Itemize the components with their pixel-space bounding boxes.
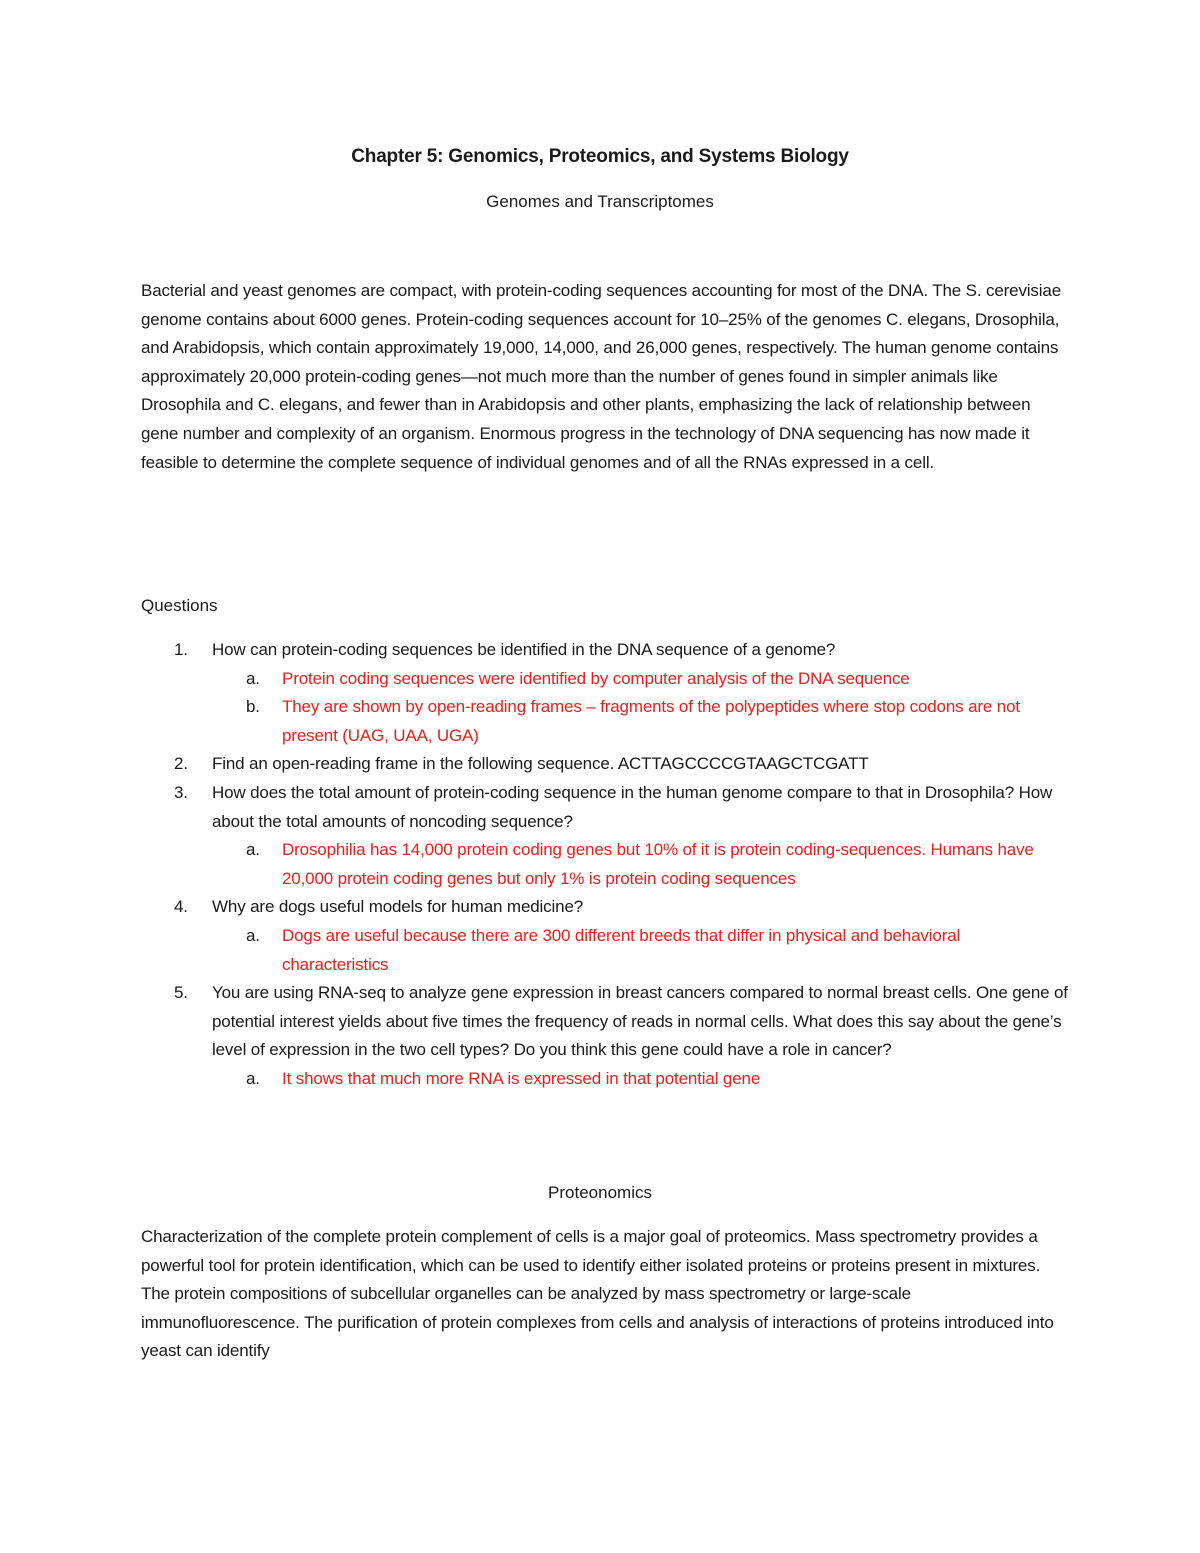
answer-letter: a. <box>246 925 260 945</box>
answer-text: Dogs are useful because there are 300 different breeds that differ in physical and behavioral characteristics <box>282 925 961 974</box>
answer-text: It shows that much more RNA is expressed in that potential gene <box>282 1068 761 1088</box>
question-number: 4. <box>174 897 188 917</box>
answer-text: Drosophilia has 14,000 protein coding genes but 10% of it is protein coding-sequences. Humans have 20,000 protein coding genes but only 1% is protein coding sequences <box>282 840 1034 888</box>
answer-letter: b. <box>246 697 260 717</box>
question-number: 1. <box>174 640 188 659</box>
question-item <box>141 750 1071 779</box>
question-item <box>141 636 1071 665</box>
answer-letter: a. <box>246 668 260 688</box>
answer-item <box>141 693 1071 750</box>
questions-list <box>141 636 1071 1094</box>
answer-item <box>141 836 1071 893</box>
question-text: You are using RNA-seq to analyze gene expression in breast cancers compared to normal breast cells. One gene of potential interest yields about five times the frequency of reads in normal cells. What does this say about the gene’s level of expression in the two cell types? Do you think this gene could have a role in cancer? <box>212 983 1068 1060</box>
question-number: 5. <box>174 983 188 1003</box>
answer-item <box>141 1065 1071 1094</box>
intro-paragraph: Bacterial and yeast genomes are compact, with protein-coding sequences accounting for most of the DNA. The S. cerevisiae genome contains about 6000 genes. Protein-coding sequences account for 10–25% of the genomes C. elegans, Drosophila, and Arabidopsis, which contain approximately 19,000, 14,000, and 26,000 genes, respectively. The human genome contains approximately 20,000 protein-coding genes—not much more than the number of genes found in simpler animals like Drosophila and C. elegans, and fewer than in Arabidopsis and other plants, emphasizing the lack of relationship between gene number and complexity of an organism. Enormous progress in the technology of DNA sequencing has now made it feasible to determine the complete sequence of individual genomes and of all the RNAs expressed in a cell. <box>141 281 1062 472</box>
answer-letter: a. <box>246 840 260 860</box>
section-heading-genomes: Genomes and Transcriptomes <box>486 192 714 211</box>
question-number: 3. <box>174 782 188 802</box>
answer-letter: a. <box>246 1068 260 1088</box>
question-item <box>141 779 1071 836</box>
question-item <box>141 893 1071 922</box>
answer-item <box>141 665 1071 694</box>
question-text: Why are dogs useful models for human medicine? <box>212 897 584 917</box>
question-number: 2. <box>174 754 188 774</box>
question-text: Find an open-reading frame in the following sequence. ACTTAGCCCCGTAAGCTCGATT <box>212 754 869 774</box>
proteomics-paragraph: Characterization of the complete protein complement of cells is a major goal of proteomics. Mass spectrometry provides a powerful tool for protein identification, which can be used to identify either isolated proteins or proteins present in mixtures. The protein compositions of subcellular organelles can be analyzed by mass spectrometry or large-scale immunofluorescence. The purification of protein complexes from cells and analysis of interactions of proteins introduced into yeast can identify <box>141 1227 1054 1361</box>
section-heading-proteonomics: Proteonomics <box>548 1183 652 1202</box>
questions-heading: Questions <box>141 596 218 615</box>
answer-item <box>141 922 1071 979</box>
question-text: How does the total amount of protein-coding sequence in the human genome compare to that in Drosophila? How about the total amounts of noncoding sequence? <box>212 782 1053 831</box>
page-title: Chapter 5: Genomics, Proteomics, and Systems Biology <box>351 146 849 167</box>
question-text: How can protein-coding sequences be identified in the DNA sequence of a genome? <box>212 640 836 659</box>
answer-text: They are shown by open-reading frames – fragments of the polypeptides where stop codons are not present (UAG, UAA, UGA) <box>282 697 1020 745</box>
answer-text: Protein coding sequences were identified by computer analysis of the DNA sequence <box>282 668 910 688</box>
question-item <box>141 979 1071 1065</box>
